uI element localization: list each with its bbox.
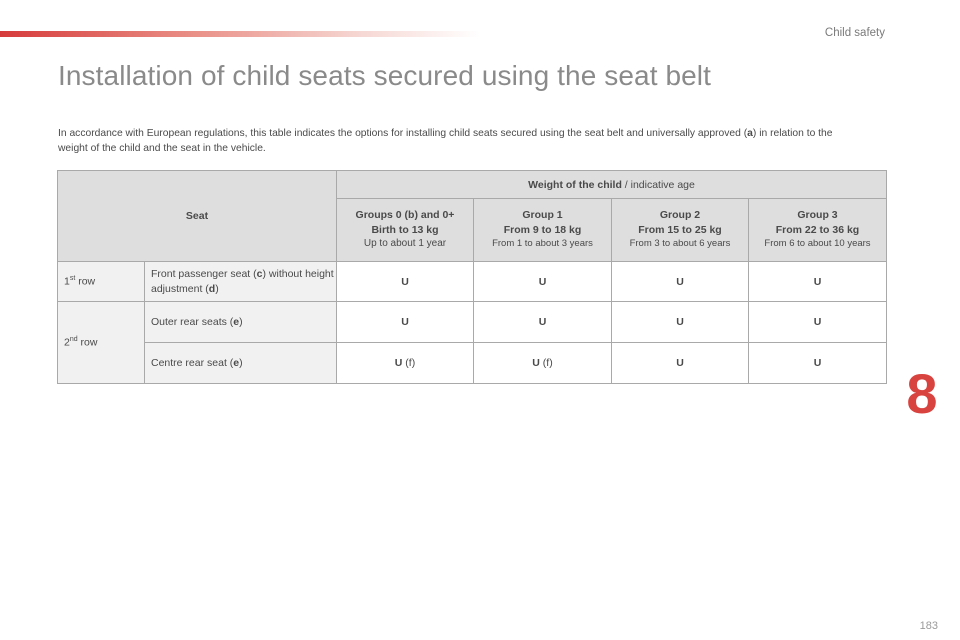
group-header-3 [749,199,887,262]
section-label: Child safety [824,27,885,39]
group-header-2 [612,199,749,262]
desc-text: Centre rear seat ( [151,356,234,369]
table-row [58,302,887,343]
value-note: (f) [539,357,553,369]
value-text: U [676,357,684,369]
row-number: 2 [64,336,70,349]
weight-header-rest: / indicative age [621,178,695,191]
value-cell [337,302,474,343]
value-text: U [676,316,684,328]
seat-description [145,343,337,384]
child-seat-table [57,170,887,384]
value-text: U [538,316,547,328]
row-word: row [77,336,98,349]
intro-paragraph [58,126,848,156]
value-text: U [394,357,403,369]
desc-ref: e [233,315,240,328]
weight-header-bold: Weight of the child [528,178,622,191]
value-cell [749,343,887,384]
group-weight-range: From 9 to 18 kg [503,223,582,236]
desc-text: ) [239,315,243,328]
row-label-first [58,262,145,302]
desc-text: ) [239,356,243,369]
value-cell: U [612,262,749,302]
group-name: Group 2 [659,209,701,222]
weight-header [337,171,887,199]
group-weight-range: Birth to 13 kg [371,223,439,236]
table-row [58,343,887,384]
value-note: (f) [402,357,416,369]
value-cell [612,343,749,384]
row-label-second [58,302,145,384]
value-cell: U [474,262,612,302]
seat-description [145,262,337,302]
chapter-number: 8 [906,362,938,425]
value-cell [337,343,474,384]
intro-text-1: In accordance with European regulations, this table indicates the options for installing child seats secured using the seat belt and universally approved ( [58,128,748,139]
group-name: Group 1 [522,209,563,222]
group-name: Group 3 [797,209,838,222]
value-text: U [813,357,822,369]
row-number: 1 [64,275,70,288]
value-cell [612,302,749,343]
group-weight-range: From 22 to 36 kg [775,223,860,236]
value-text: U [813,316,822,328]
desc-text: ) [215,282,219,295]
row-suffix: st [69,275,76,283]
seat-column-header: Seat [58,171,337,262]
value-text: U [532,357,540,369]
value-text: U [401,316,409,328]
row-suffix: nd [69,336,78,344]
seat-description [145,302,337,343]
desc-text: Front passenger seat ( [151,267,257,280]
desc-ref: d [208,282,216,295]
group-age: From 1 to about 3 years [492,238,593,250]
page-number: 183 [919,620,938,632]
desc-text: ) without height adjustment ( [151,267,334,295]
intro-ref-a: a [747,128,753,139]
group-age: From 3 to about 6 years [629,238,731,250]
group-age: Up to about 1 year [363,238,447,250]
group-header-1 [474,199,612,262]
group-header-0 [337,199,474,262]
row-word: row [75,275,96,288]
value-cell: U [337,262,474,302]
desc-ref: e [233,356,240,369]
table-row [58,262,887,302]
header-accent-bar [0,31,480,37]
value-cell [474,302,612,343]
desc-ref: c [256,267,263,280]
value-cell: U [749,262,887,302]
group-age: From 6 to about 10 years [764,238,871,250]
desc-text: Outer rear seats ( [151,315,234,328]
group-name: Groups 0 (b) and 0+ [355,209,455,222]
intro-text-2: ) in relation to the weight of the child and the seat in the vehicle. [58,128,833,154]
value-cell [749,302,887,343]
group-weight-range: From 15 to 25 kg [638,223,722,236]
page-title: Installation of child seats secured using the seat belt [58,60,711,91]
value-cell [474,343,612,384]
